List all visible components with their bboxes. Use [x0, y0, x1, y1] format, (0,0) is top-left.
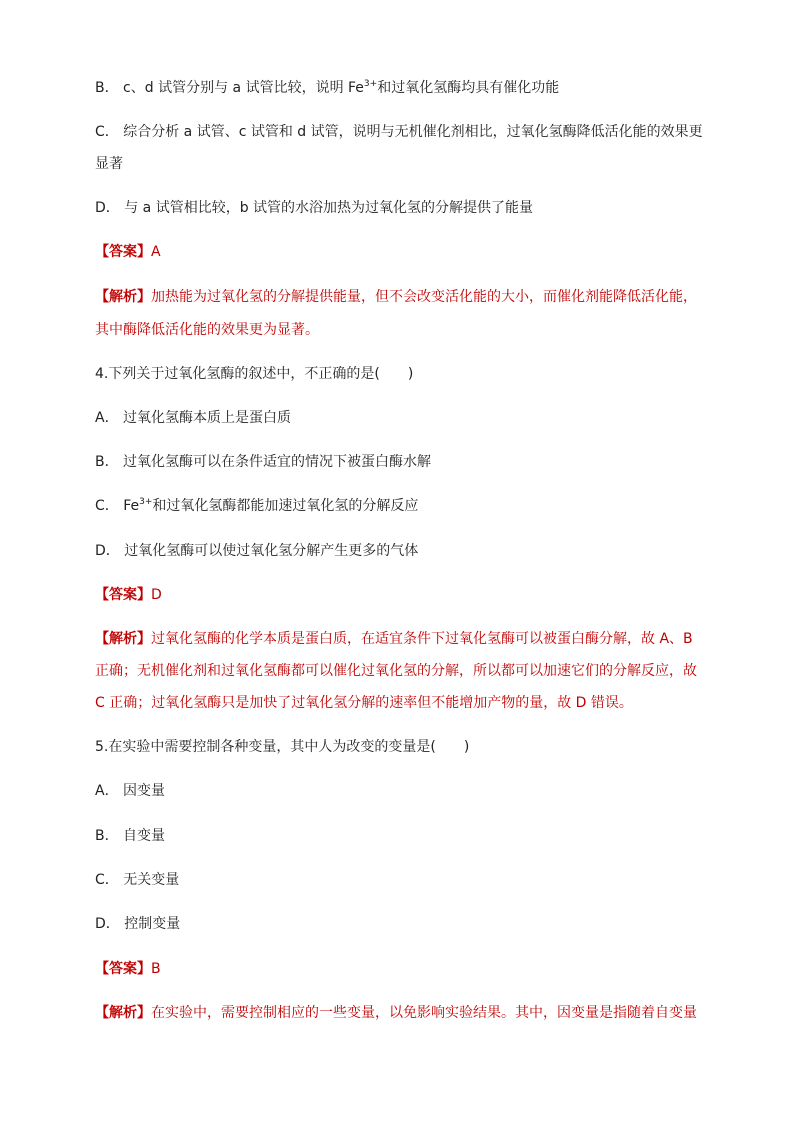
q5-option-b: B． 自变量 [95, 828, 166, 844]
q3-analysis-line1: 【解析】加热能为过氧化氢的分解提供能量，但不会改变活化能的大小，而催化剂能降低活化能， [95, 289, 697, 305]
q3-option-c-line1: C． 综合分析 a 试管、c 试管和 d 试管，说明与无机催化剂相比，过氧化氢酶降低活化能的效果更 [95, 124, 703, 140]
q5-option-a: A． 因变量 [95, 783, 166, 799]
q5-option-c: C． 无关变量 [95, 872, 180, 888]
q4-analysis-line3: C 正确；过氧化氢酶只是加快了过氧化氢分解的速率但不能增加产物的量，故 D 错误。 [95, 695, 633, 711]
q5-analysis-line1: 【解析】在实验中，需要控制相应的一些变量，以免影响实验结果。其中，因变量是指随着自变量 [95, 1005, 697, 1021]
q3-option-c-line2: 显著 [95, 156, 123, 172]
q3-option-b: B． c、d 试管分别与 a 试管比较，说明 $Fe^{3+}$和过氧化氢酶均具有催化功能 [95, 79, 560, 96]
q4-option-b: B． 过氧化氢酶可以在条件适宜的情况下被蛋白酶水解 [95, 454, 432, 470]
answer-tag: 【答案】 [95, 587, 151, 603]
q4-stem: 4.下列关于过氧化氢酶的叙述中，不正确的是( ) [95, 366, 414, 382]
q4-answer: 【答案】D [95, 587, 162, 603]
q4-analysis-line2: 正确；无机催化剂和过氧化氢酶都可以催化过氧化氢的分解，所以都可以加速它们的分解反应，故 [95, 663, 697, 679]
q5-answer: 【答案】B [95, 961, 161, 977]
q3-option-d: D． 与 a 试管相比较，b 试管的水浴加热为过氧化氢的分解提供了能量 [95, 200, 534, 216]
q4-option-d: D． 过氧化氢酶可以使过氧化氢分解产生更多的气体 [95, 543, 419, 559]
answer-tag: 【答案】 [95, 961, 151, 977]
q5-option-d: D． 控制变量 [95, 916, 181, 932]
analysis-tag: 【解析】 [95, 631, 151, 647]
q4-option-c: C． $Fe^{3+}$和过氧化氢酶都能加速过氧化氢的分解反应 [95, 497, 419, 514]
q5-stem: 5.在实验中需要控制各种变量，其中人为改变的变量是( ) [95, 739, 470, 755]
q3-analysis-line2: 其中酶降低活化能的效果更为显著。 [95, 322, 319, 338]
answer-tag: 【答案】 [95, 244, 151, 260]
q3-answer: 【答案】A [95, 244, 161, 260]
analysis-tag: 【解析】 [95, 1005, 151, 1021]
q4-option-a: A． 过氧化氢酶本质上是蛋白质 [95, 410, 292, 426]
q4-analysis-line1: 【解析】过氧化氢酶的化学本质是蛋白质，在适宜条件下过氧化氢酶可以被蛋白酶分解，故 A、B [95, 631, 693, 647]
analysis-tag: 【解析】 [95, 289, 151, 305]
